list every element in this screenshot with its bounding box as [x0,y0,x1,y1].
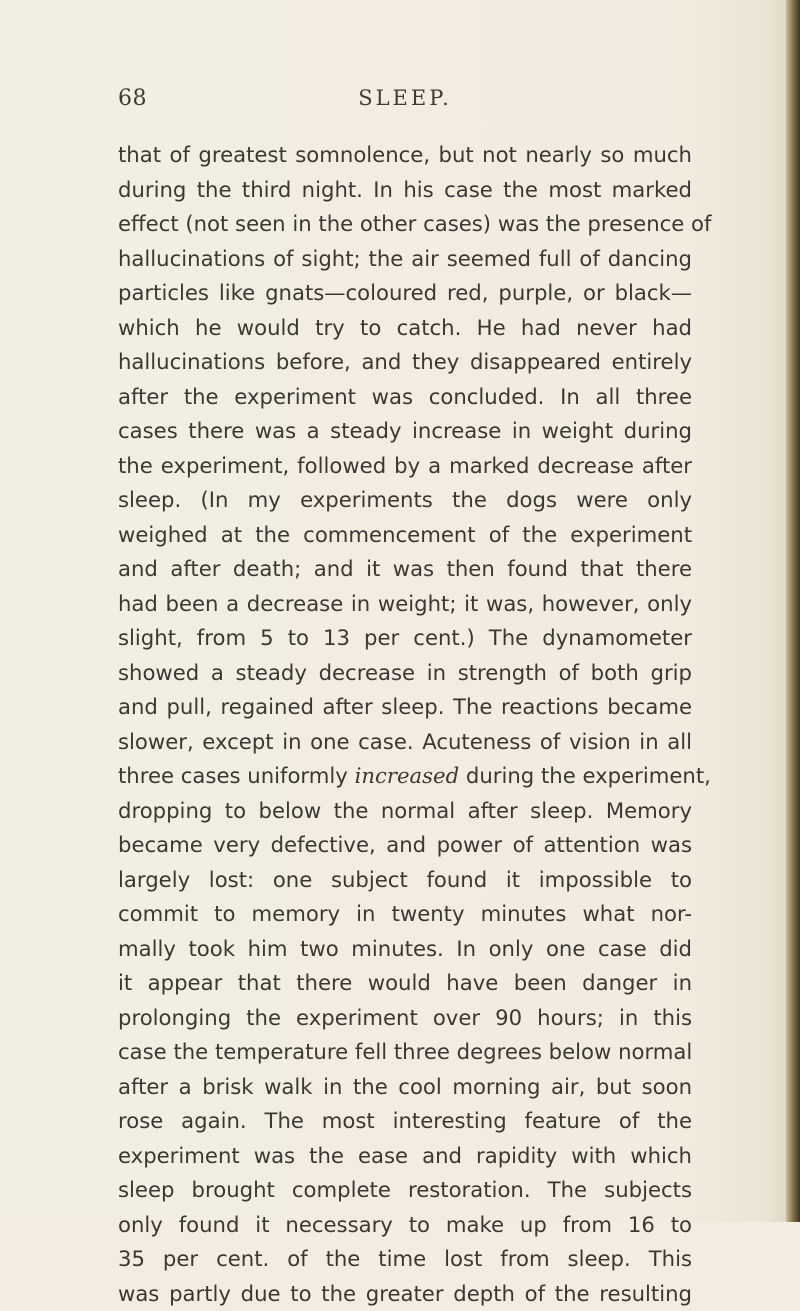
running-head: SLEEP. [118,86,692,110]
text-segment: three cases uniformly [118,763,355,788]
text-line: 35 per cent. of the time lost from sleep. This [118,1242,692,1277]
text-segment: during the experiment, [459,763,711,788]
text-line: became very defective, and power of attention was [118,828,692,863]
text-line: slight, from 5 to 13 per cent.) The dynamometer [118,621,692,656]
text-line: showed a steady decrease in strength of both grip [118,656,692,691]
text-line: rose again. The most interesting feature of the [118,1104,692,1139]
text-line: only found it necessary to make up from 16 to [118,1208,692,1243]
text-line: that of greatest somnolence, but not nearly so much [118,138,692,173]
text-line: sleep brought complete restoration. The subjects [118,1173,692,1208]
text-line: sleep. (In my experiments the dogs were only [118,483,692,518]
text-line: weighed at the commencement of the experiment [118,518,692,553]
book-spine-edge [786,0,800,1222]
text-line: hallucinations of sight; the air seemed full of dancing [118,242,692,277]
italic-emphasis: increased [355,763,460,788]
text-line: particles like gnats—coloured red, purple, or black— [118,276,692,311]
body-text [118,138,692,1311]
text-line: had been a decrease in weight; it was, however, only [118,587,692,622]
text-line: prolonging the experiment over 90 hours; in this [118,1001,692,1036]
text-line: during the third night. In his case the most marked [118,173,692,208]
text-line: largely lost: one subject found it impossible to [118,863,692,898]
text-line: it appear that there would have been danger in [118,966,692,1001]
text-line: dropping to below the normal after sleep. Memory [118,794,692,829]
text-line: after a brisk walk in the cool morning air, but soon [118,1070,692,1105]
text-line: the experiment, followed by a marked decrease after [118,449,692,484]
text-line: cases there was a steady increase in weight during [118,414,692,449]
text-line: experiment was the ease and rapidity with which [118,1139,692,1174]
text-line [118,759,692,794]
text-line: mally took him two minutes. In only one case did [118,932,692,967]
text-line: case the temperature fell three degrees below normal [118,1035,692,1070]
text-line: and after death; and it was then found that there [118,552,692,587]
text-line: commit to memory in twenty minutes what nor- [118,897,692,932]
text-line: hallucinations before, and they disappeared entirely [118,345,692,380]
text-line: after the experiment was concluded. In all three [118,380,692,415]
page-header [118,86,692,120]
text-line: which he would try to catch. He had never had [118,311,692,346]
text-line: slower, except in one case. Acuteness of vision in all [118,725,692,760]
text-line: and pull, regained after sleep. The reactions became [118,690,692,725]
page-number: 68 [118,86,147,111]
text-line: was partly due to the greater depth of the resulting [118,1277,692,1311]
text-line: effect (not seen in the other cases) was the presence of [118,207,692,242]
